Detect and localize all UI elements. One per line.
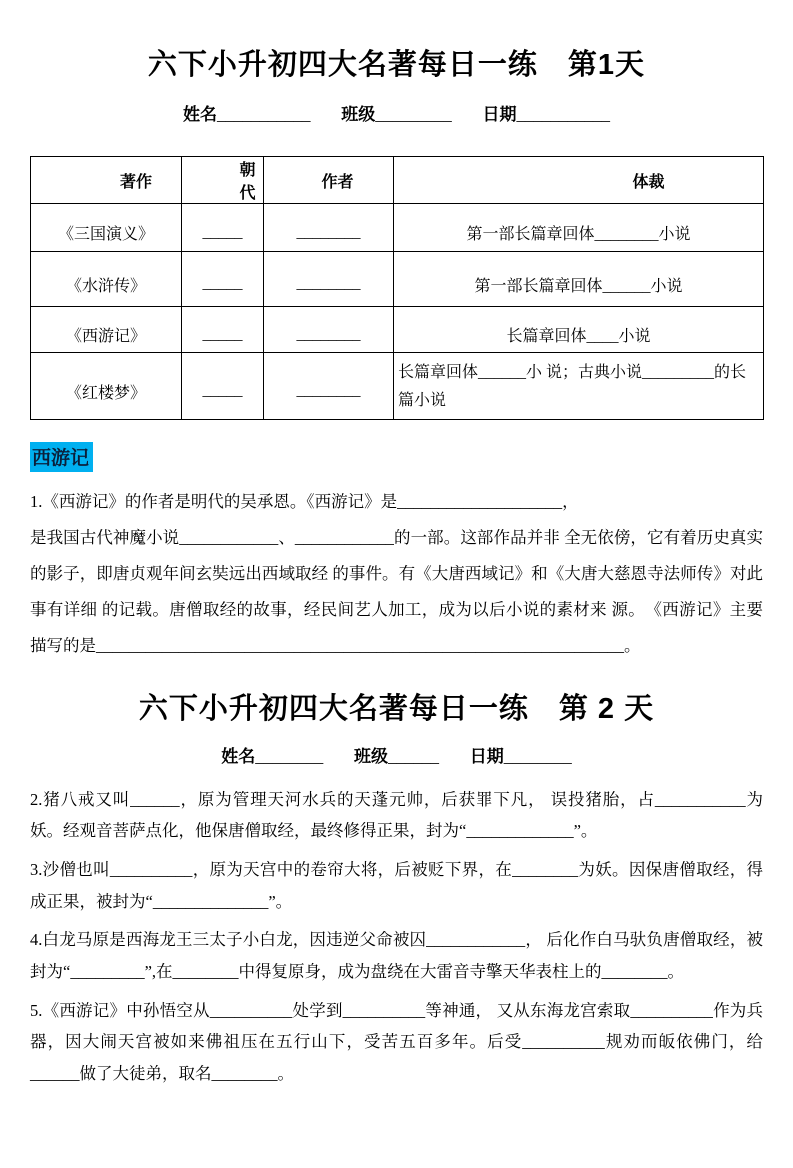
table-row — [31, 204, 764, 252]
table-row — [31, 353, 764, 420]
header-cell-genre: 体裁 — [394, 157, 764, 204]
date-blank: ________ — [503, 747, 572, 767]
genre-cell: 长篇章回体______小 说；古典小说_________的长篇小说 — [394, 353, 764, 420]
author-blank: ________ — [264, 252, 394, 307]
xiyouji-heading: 西游记 — [30, 442, 93, 472]
dynasty-blank: _____ — [182, 252, 264, 307]
date-label: 日期 — [482, 105, 517, 125]
day1-title: 六下小升初四大名著每日一练 第1天 — [147, 49, 646, 81]
question-3: 3.沙僧也叫__________，原为天宫中的卷帘大将，后被贬下界，在________为妖。因保唐僧取经，得成正果，被封为“______________”。 — [30, 859, 763, 911]
name-label: 姓名 — [183, 105, 218, 125]
genre-cell: 第一部长篇章回体________小说 — [394, 204, 764, 252]
class-field — [354, 747, 439, 766]
work-cell: 《红楼梦》 — [31, 353, 182, 420]
header-cell-dynasty: 朝代 — [182, 157, 264, 204]
work-cell: 《水浒传》 — [31, 252, 182, 307]
table-row — [31, 307, 764, 353]
dynasty-blank: _____ — [182, 307, 264, 353]
author-blank: ________ — [264, 353, 394, 420]
date-blank: ___________ — [516, 105, 610, 125]
name-field — [221, 747, 323, 766]
date-field — [470, 747, 572, 766]
name-blank: ________ — [255, 747, 324, 767]
genre-cell: 长篇章回体____小说 — [394, 307, 764, 353]
question-1-body: 是我国古代神魔小说____________、____________的一部。这部作品并非 全无依傍，它有着历史真实的影子，即唐贞观年间玄奘远出西域取经 的事件。有《大唐西域记》和《大唐大慈恩寺法师传》对此事有详细 的记载。唐僧取经的故事，经民间艺人加工，成为以后小说的素材来 源。 《西游记》主要描写的是________________________________________________________________。 — [30, 528, 763, 656]
table-header-row — [31, 157, 764, 204]
question-5: 5.《西游记》中孙悟空从__________处学到__________等神通， 又从东海龙宫索取__________作为兵器，因大闹天宫被如来佛祖压在五行山下，受苦五百多年。后受__________规劝而皈依佛门，给______做了大徒弟，取名________。 — [30, 1000, 763, 1083]
xiyouji-section — [30, 420, 763, 664]
genre-cell: 第一部长篇章回体______小说 — [394, 252, 764, 307]
class-label: 班级 — [354, 747, 388, 767]
day2-name-line — [30, 743, 763, 770]
question-1 — [30, 484, 763, 664]
name-label: 姓名 — [221, 747, 256, 767]
table-row — [31, 252, 764, 307]
day2-section — [30, 690, 763, 1089]
name-blank: ___________ — [217, 105, 311, 125]
dynasty-blank: _____ — [182, 204, 264, 252]
date-label: 日期 — [469, 747, 504, 767]
classics-table — [30, 156, 764, 420]
dynasty-blank: _____ — [182, 353, 264, 420]
class-label: 班级 — [341, 105, 376, 125]
work-cell: 《西游记》 — [31, 307, 182, 353]
day1-name-line — [30, 101, 763, 128]
work-cell: 《三国演义》 — [31, 204, 182, 252]
author-blank: ________ — [264, 204, 394, 252]
question-1-line1: 1.《西游记》的作者是明代的吴承恩。《西游记》是____________________， — [30, 492, 579, 512]
day1-section — [30, 46, 763, 420]
date-field — [482, 105, 610, 124]
day2-questions — [30, 784, 763, 1090]
name-field — [183, 105, 311, 124]
day2-title: 六下小升初四大名著每日一练 第 2 天 — [138, 693, 655, 726]
author-blank: ________ — [264, 307, 394, 353]
class-blank: _________ — [375, 105, 452, 125]
class-blank: ______ — [388, 747, 439, 767]
header-cell-author: 作者 — [264, 157, 394, 204]
worksheet-page — [0, 46, 793, 1090]
question-2: 2.猪八戒又叫______，原为管理天河水兵的天蓬元帅，后获罪下凡， 误投猪胎，占___________为妖。经观音菩萨点化，他保唐僧取经，最终修得正果，封为“_____________”。 — [30, 789, 764, 841]
class-field — [341, 105, 452, 124]
question-4: 4.白龙马原是西海龙王三太子小白龙，因违逆父命被囚____________， 后化作白马驮负唐僧取经，被封为“_________”,在________中得复原身，成为盘绕在大雷音寺擎天华表柱上的________。 — [30, 930, 763, 981]
header-cell-work: 著作 — [31, 157, 182, 204]
